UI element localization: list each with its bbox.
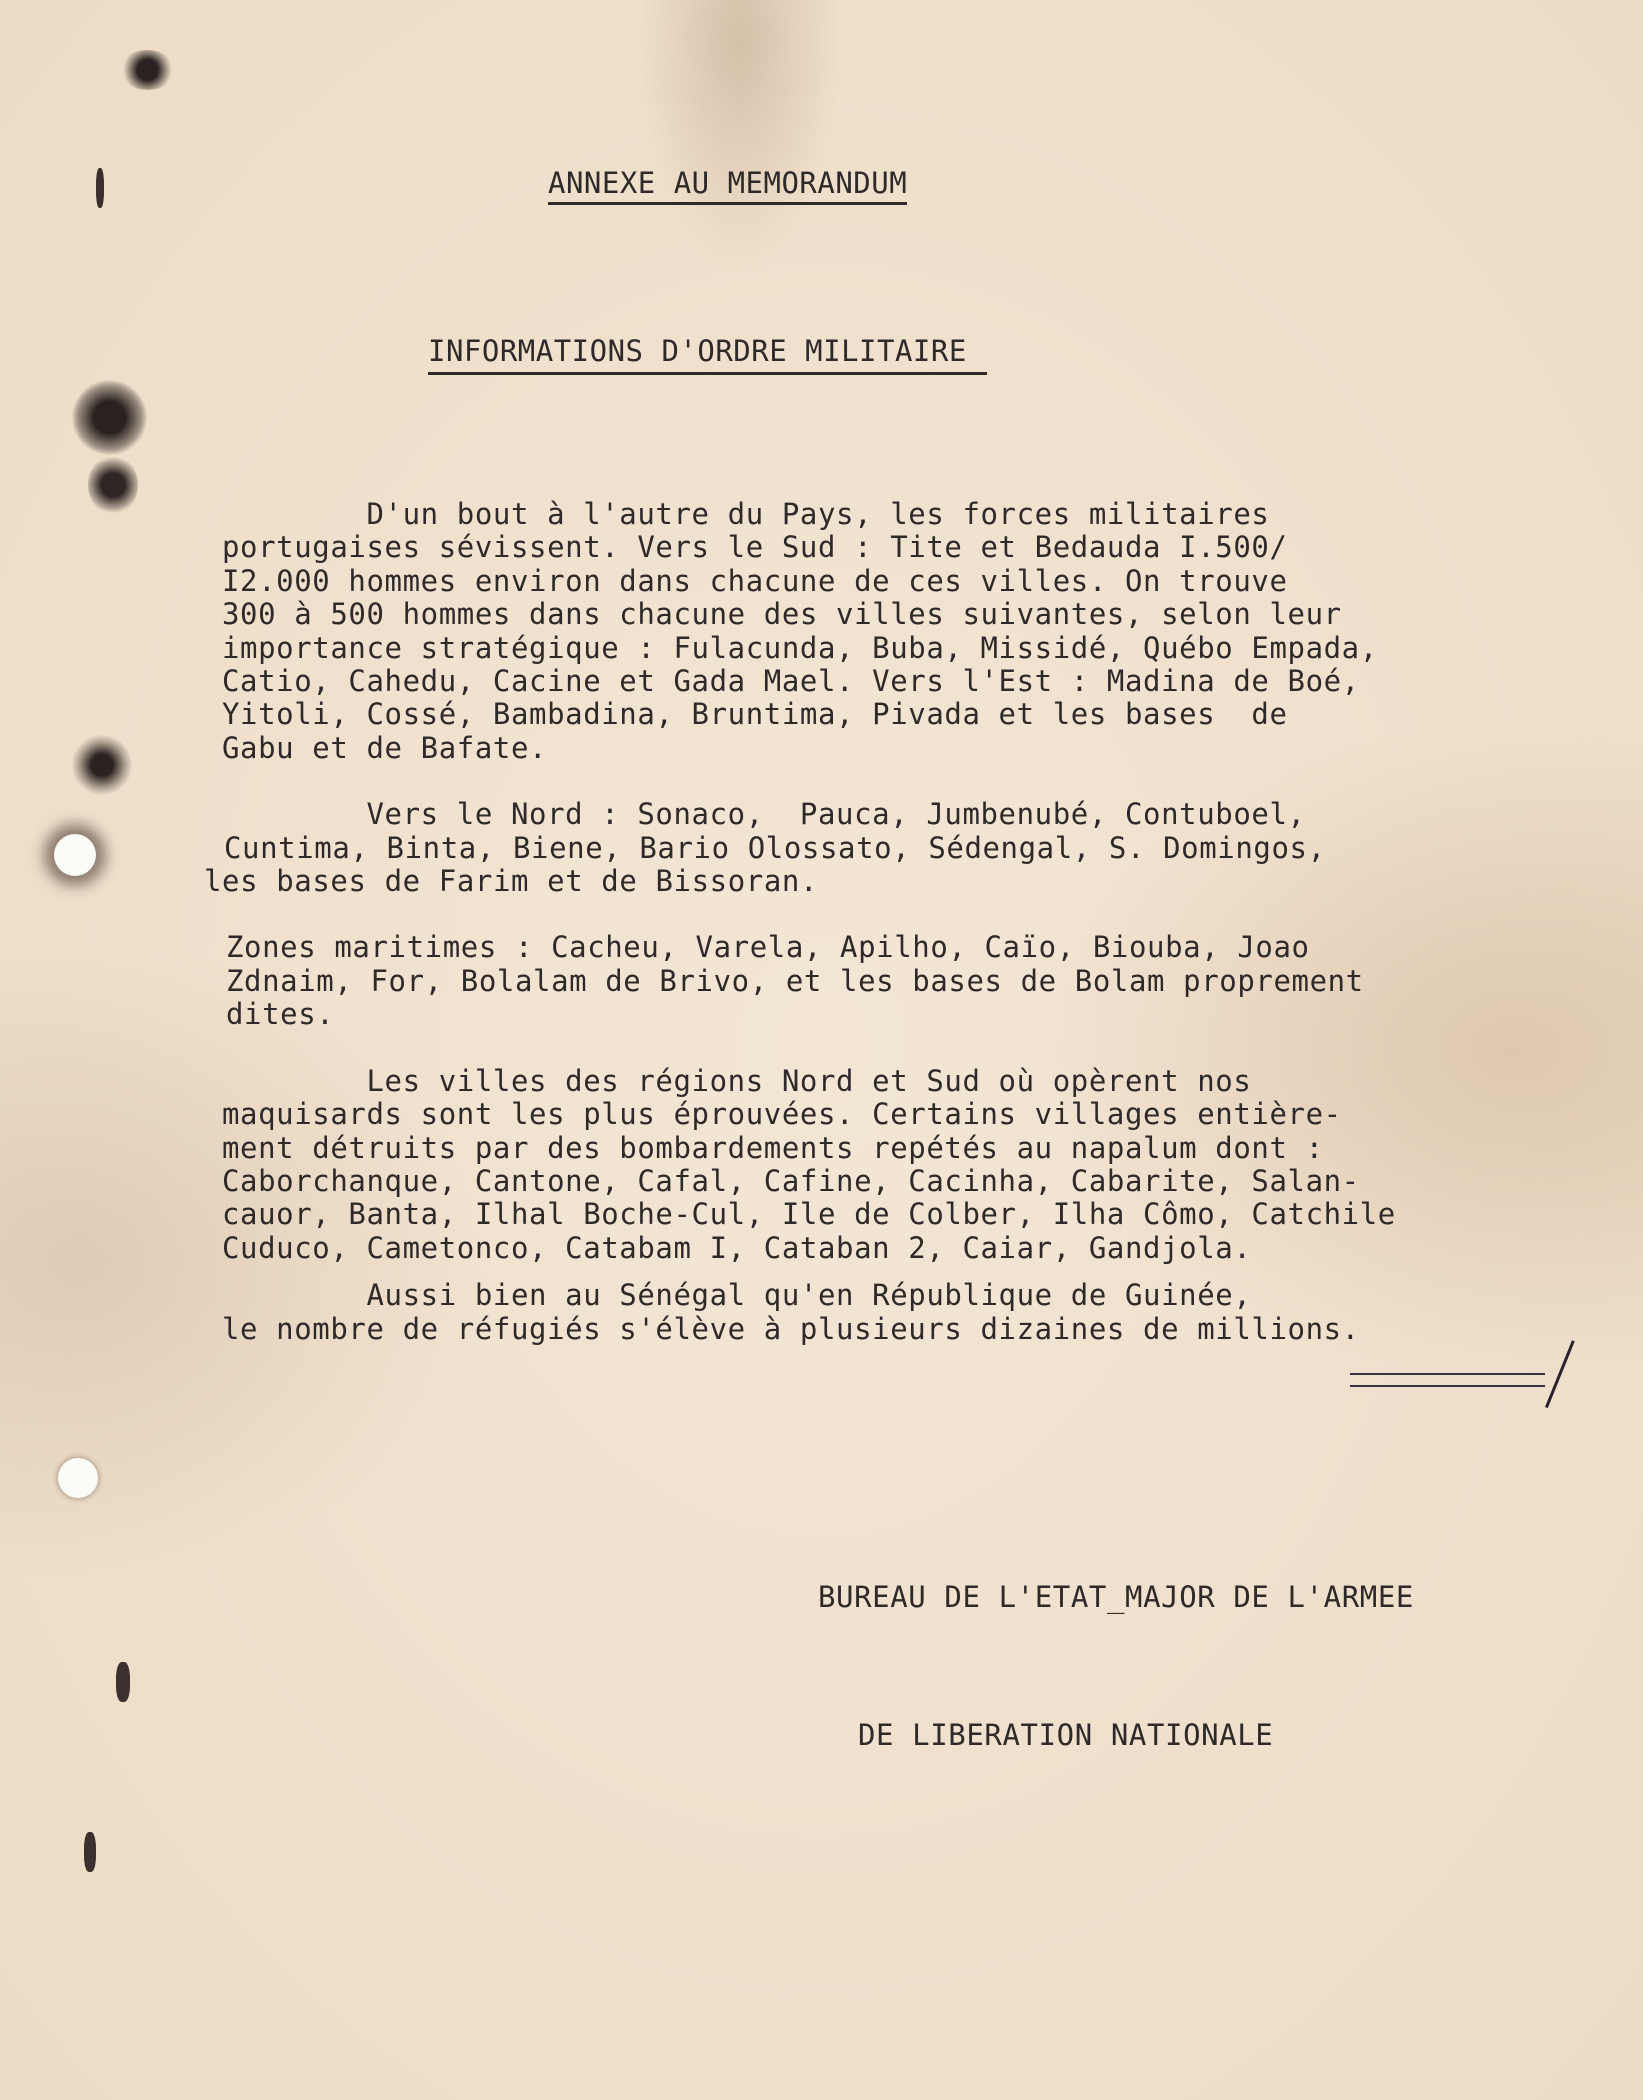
text-line: D'un bout à l'autre du Pays, les forces militaires (222, 497, 1270, 531)
text-line: Cuduco, Cametonco, Catabam I, Cataban 2, Caiar, Gandjola. (222, 1230, 1252, 1265)
pen-underline-mark (1350, 1373, 1545, 1387)
paragraph (222, 1065, 1602, 1265)
text-line: dites. (226, 997, 335, 1032)
text-line: 300 à 500 hommes dans chacune des villes suivantes, selon leur (222, 597, 1342, 632)
ink-stain (72, 735, 132, 795)
ink-stain (88, 455, 138, 515)
ink-mark (116, 1662, 130, 1702)
text-line: Aussi bien au Sénégal qu'en République de Guinée, (222, 1278, 1252, 1313)
document-subtitle: INFORMATIONS D'ORDRE MILITAIRE (428, 334, 987, 375)
text-line: cauor, Banta, Ilhal Boche-Cul, Ile de Colber, Ilha Cômo, Catchile (222, 1197, 1396, 1232)
text-line: Les villes des régions Nord et Sud où opèrent nos (222, 1063, 1252, 1098)
paragraph (222, 1279, 1602, 1346)
punch-hole (58, 1458, 98, 1498)
text-line: les bases de Farim et de Bissoran. (204, 864, 819, 899)
signature-line: DE LIBERATION NATIONALE (858, 1718, 1274, 1752)
document-body (204, 497, 1602, 1346)
text-line: importance stratégique : Fulacunda, Buba, Missidé, Québo Empada, (222, 630, 1378, 665)
text-line: maquisards sont les plus éprouvées. Certains villages entière- (222, 1097, 1342, 1132)
ink-stain (72, 380, 147, 455)
text-line: Yitoli, Cossé, Bambadina, Bruntima, Pivada et les bases de (222, 697, 1288, 732)
text-line: I2.000 hommes environ dans chacune de ces villes. On trouve (222, 563, 1288, 598)
document-title: ANNEXE AU MEMORANDUM (548, 166, 907, 205)
text-line: le nombre de réfugiés s'élève à plusieurs dizaines de millions. (222, 1311, 1360, 1346)
ink-stain (120, 50, 175, 90)
text-line: Catio, Cahedu, Cacine et Gada Mael. Vers l'Est : Madina de Boé, (222, 664, 1360, 699)
ink-mark (84, 1832, 96, 1872)
text-line: Cuntima, Binta, Biene, Bario Olossato, Sédengal, S. Domingos, (224, 830, 1326, 865)
paragraph (222, 931, 1602, 1031)
text-line: Zones maritimes : Cacheu, Varela, Apilho, Caïo, Biouba, Joao (226, 930, 1310, 965)
paragraph (222, 498, 1602, 765)
text-line: Caborchanque, Cantone, Cafal, Cafine, Cacinha, Cabarite, Salan- (222, 1163, 1360, 1198)
text-line: Vers le Nord : Sonaco, Pauca, Jumbenubé, Contuboel, (222, 797, 1306, 832)
punch-hole (54, 834, 96, 876)
signature-block (818, 1482, 1414, 1850)
ink-mark (96, 168, 104, 208)
text-line: ment détruits par des bombardements repétés au napalum dont : (222, 1130, 1324, 1165)
text-line: portugaises sévissent. Vers le Sud : Tite et Bedauda I.500/ (222, 530, 1288, 565)
text-line: Zdnaim, For, Bolalam de Brivo, et les bases de Bolam proprement (226, 963, 1364, 998)
signature-line: BUREAU DE L'ETAT_MAJOR DE L'ARMEE (818, 1580, 1414, 1614)
text-line: Gabu et de Bafate. (222, 730, 548, 765)
paragraph (204, 797, 1602, 899)
pen-slash-mark (1545, 1340, 1575, 1408)
